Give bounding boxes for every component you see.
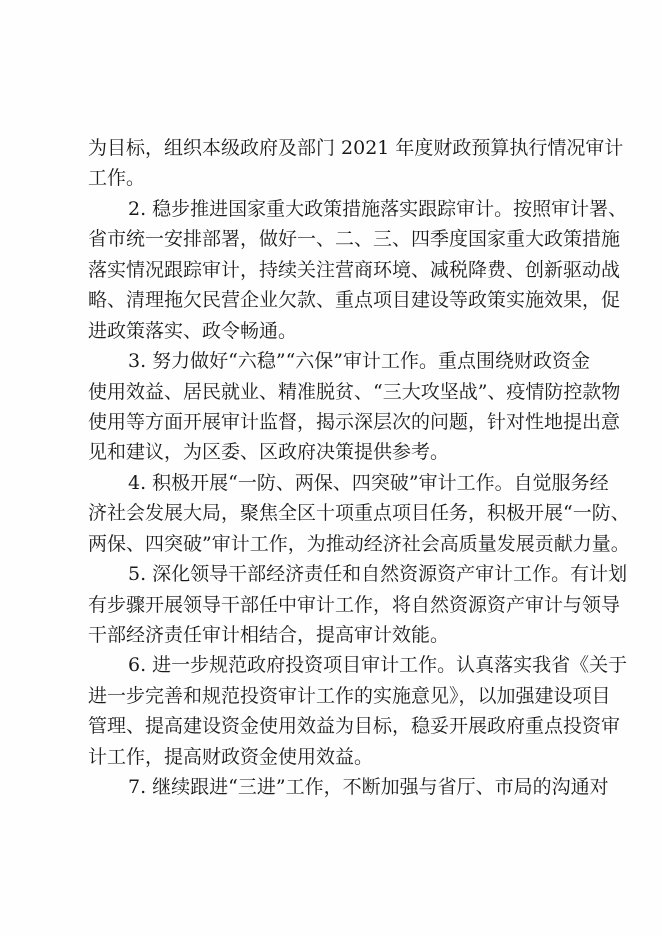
- text-line: 为目标，组织本级政府及部门 2021 年度财政预算执行情况审计: [88, 137, 624, 159]
- text-line: 使用效益、居民就业、精准脱贫、“三大攻坚战”、疫情防控款物: [88, 380, 621, 403]
- text-line: 5. 深化领导干部经济责任和自然资源资产审计工作。有计划: [128, 563, 628, 586]
- text-line: 2. 稳步推进国家重大政策措施落实跟踪审计。按照审计署、: [128, 197, 628, 220]
- text-line: 工作。: [88, 167, 146, 190]
- paragraph-item-3: [88, 346, 621, 468]
- text-line: 管理、提高建设资金使用效益为目标，稳妥开展政府重点投资审: [88, 715, 621, 738]
- paragraph-continuation: [88, 133, 624, 194]
- text-line: 3. 努力做好“六稳”“六保”审计工作。重点围绕财政资金: [128, 350, 591, 373]
- text-line: 进政策落实、政令畅通。: [88, 319, 298, 342]
- text-line: 干部经济责任审计相结合，提高审计效能。: [88, 624, 450, 646]
- paragraph-item-5: [88, 559, 628, 650]
- text-line: 略、清理拖欠民营企业欠款、重点项目建设等政策实施效果，促: [88, 289, 621, 312]
- text-line: 两保、四突破”审计工作，为推动经济社会高质量发展贡献力量。: [88, 532, 630, 555]
- text-line: 4. 积极开展“一防、两保、四突破”审计工作。自觉服务经: [128, 471, 609, 494]
- paragraph-item-6: [88, 650, 628, 772]
- text-line: 济社会发展大局，聚焦全区十项重点项目任务，积极开展“一防、: [88, 502, 630, 525]
- text-line: 6. 进一步规范政府投资项目审计工作。认真落实我省《关于: [128, 654, 628, 677]
- text-line: 7. 继续跟进“三进”工作，不断加强与省厅、市局的沟通对: [128, 776, 609, 799]
- text-line: 省市统一安排部署，做好一、二、三、四季度国家重大政策措施: [88, 228, 621, 251]
- paragraph-item-7: [88, 772, 609, 802]
- text-line: 计工作，提高财政资金使用效益。: [88, 745, 374, 768]
- paragraph-item-4: [88, 468, 630, 559]
- paragraph-item-2: [88, 194, 628, 346]
- text-line: 有步骤开展领导干部任中审计工作，将自然资源资产审计与领导: [88, 593, 621, 616]
- text-line: 见和建议，为区委、区政府决策提供参考。: [88, 441, 450, 464]
- text-line: 进一步完善和规范投资审计工作的实施意见》，以加强建设项目: [88, 684, 611, 707]
- text-line: 落实情况跟踪审计，持续关注营商环境、减税降费、创新驱动战: [88, 258, 621, 281]
- document-body: [88, 133, 630, 803]
- text-line: 使用等方面开展审计监督，揭示深层次的问题，针对性地提出意: [88, 410, 621, 433]
